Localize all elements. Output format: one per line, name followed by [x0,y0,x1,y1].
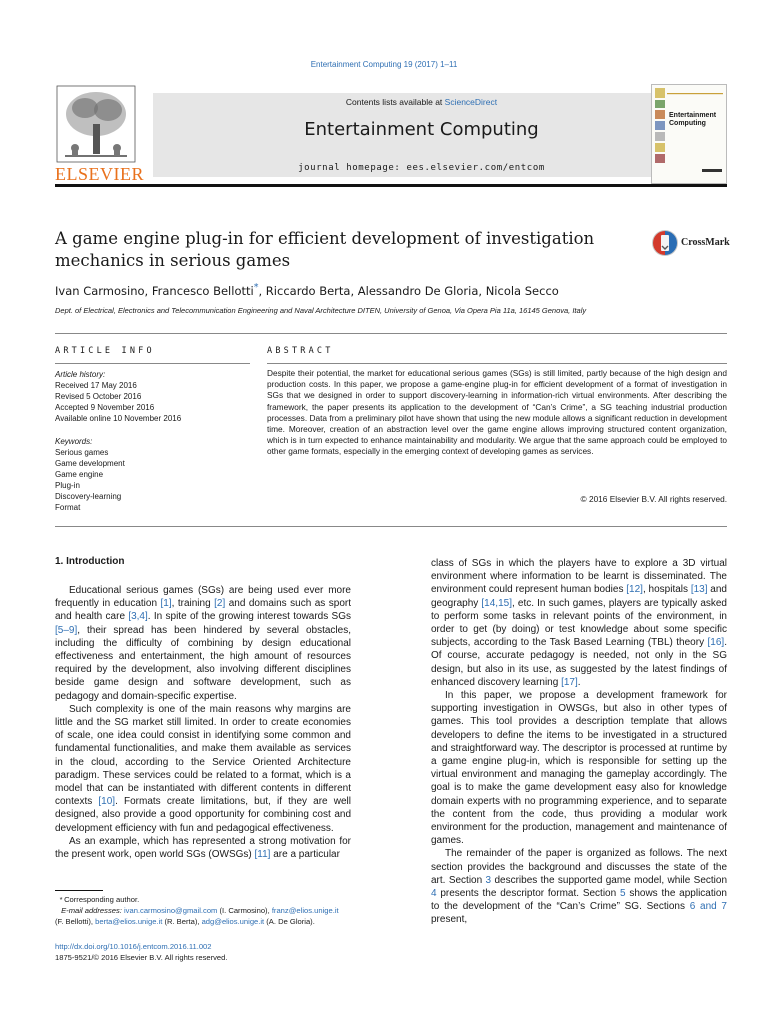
email-link[interactable]: adg@elios.unige.it [201,917,265,926]
section-link[interactable]: 5 [619,888,626,900]
section-link[interactable]: 4 [431,888,437,900]
corresponding-author-mark[interactable]: * [253,282,259,293]
email-addresses-continued: (F. Bellotti), berta@elios.unige.it (R. Berta), adg@elios.unige.it (A. De Gloria). [55,917,315,926]
email-link[interactable]: ivan.carmosino@gmail.com [123,906,218,915]
body-column-left [55,584,351,861]
citation-link[interactable]: [13] [690,584,708,596]
citation-link[interactable]: [17] [561,676,578,688]
keyword: Serious games [55,448,109,457]
keyword: Game engine [55,470,104,479]
history-item: Revised 5 October 2016 [55,392,142,401]
paragraph: Educational serious games (SGs) are being used ever more frequently in education [1], training [2] and domains such as sport and health care [3,4]. In spite of the growing interest towards SGs [5–9], their spread has been hindered by several obstacles, including the difficulty of combining by design educational effectiveness and entertainment, the high amount of resources required by the development, also involving different disciplines beside game design and software development, such as pedagogy and domain-specific expertise. [55,585,352,702]
journal-info-box [153,93,690,177]
body-column-right [431,557,727,927]
crossmark-badge[interactable] [651,228,729,260]
citation-link[interactable]: [11] [254,849,271,861]
elsevier-tree-logo [55,84,144,184]
masthead-rule [55,184,727,187]
history-item: Accepted 9 November 2016 [55,403,155,412]
keyword: Game development [55,459,125,468]
paragraph: In this paper, we propose a development framework for supporting investigation in OWSGs, but also in other types of games. This tool provides a description template that allows developers to define the items to be investigated in a structured and straightforward way. The descriptor is processed at runtime by a game engine plug-in, which is responsible for setting up the virtual environment and managing the gameplay accordingly. The goal is to make the game development easy also for knowledge domain experts with no programming experience, and to separate the content from the code, thus providing a modular work environment for the production, management and maintenance of games. [431,690,727,847]
keyword: Discovery-learning [55,492,122,501]
citation-link[interactable]: [14,15] [481,597,512,609]
section-link[interactable]: 6 and 7 [689,901,727,913]
publisher-name: ELSEVIER [55,164,144,184]
authors-part-1: Ivan Carmosino, Francesco Bellotti [55,283,254,298]
crossmark-icon [651,228,679,258]
divider [55,526,727,527]
keyword: Format [55,503,81,512]
citation-link[interactable]: [3,4] [128,611,148,623]
section-heading-introduction: 1. Introduction [55,556,125,567]
authors-part-2: , Riccardo Berta, Alessandro De Gloria, Nicola Secco [258,283,559,298]
citation-link[interactable]: [2] [214,598,226,610]
author-list [55,282,559,298]
section-link[interactable]: 3 [485,874,492,886]
journal-name: Entertainment Computing [304,119,539,140]
email-addresses: E-mail addresses: ivan.carmosino@gmail.com (I. Carmosino), franz@elios.unige.it [61,906,339,915]
paragraph: As an example, which has represented a strong motivation for the present work, open world SGs (OWSGs) [11] are a particular [55,835,351,861]
paragraph: The remainder of the paper is organized as follows. The next section provides the background and discusses the state of the art. Section 3 describes the supported game model, while Section 4 presents the descriptor format. Section 5 shows the application to the development of the “Can’s Crime” SG. Sections 6 and 7 present, [431,848,728,926]
footnote-rule [55,890,103,891]
history-item: Available online 10 November 2016 [55,414,182,423]
article-info [55,369,255,513]
journal-cover-thumbnail [651,84,727,184]
history-label: Article history: [55,370,106,379]
keywords-label: Keywords: [55,437,93,446]
contents-line [153,97,690,107]
journal-masthead [55,84,727,187]
citation-link[interactable]: [16] [707,637,725,649]
citation-link[interactable]: [1] [160,598,172,610]
divider [55,333,727,334]
affiliation: Dept. of Electrical, Electronics and Telecommunication Engineering and Naval Architecture DITEN, University of Genoa, Via Opera Pia 11a, 16145 Genova, Italy [55,306,587,315]
history-item: Received 17 May 2016 [55,381,137,390]
email-link[interactable]: berta@elios.unige.it [95,917,163,926]
paragraph: class of SGs in which the players have to explore a 3D virtual environment where information to be learnt is disseminated. The environment could represent human bodies [12], hospitals [13] and geography [14,15], etc. In such games, players are typically asked to perform some tasks in relevant points of the environment, in order to get (by doing) or test knowledge about some specific subjects, according to the Task Based Learning (TBL) theory [16]. Of course, accurate pedagogy is needed, not only in the SG design, but also in its use, as suggested by the latest findings of enhanced discovery learning [17]. [431,558,727,688]
citation-link[interactable]: [10] [98,796,116,808]
doi-block [55,941,227,963]
article-info-heading: ARTICLE INFO [55,346,155,356]
contents-prefix: Contents lists available at [345,97,445,107]
corresponding-author-note: * Corresponding author. [59,895,140,904]
issn-line: 1875-9521/© 2016 Elsevier B.V. All rights reserved. [55,953,228,962]
abstract-text: Despite their potential, the market for educational serious games (SGs) is still limited, partly because of the high design and production costs. In this paper, we propose a game-engine plug-in for efficient development of a format of investigation in SGs that we designed in order to support discovery-learning in information-rich virtual environments. After describing the framework, the paper presents its application to the development of “Can’s Crime”, a SG teaching industrial production processes. Data from a preliminary pilot have shown that using the new module allows a significant reduction in development time. Moreover, creation of an abstraction level over the game engine allows improving structured content organization, which is in turn expected to enhance maintainability and modularity. We argue that the same approach could be employed to other game formats, especially in the emerging context of developing games as services. [267,368,727,457]
crossmark-label: CrossMark [681,237,730,248]
keyword: Plug-in [55,481,80,490]
sciencedirect-link[interactable]: ScienceDirect [444,97,498,107]
citation-link[interactable]: [12] [626,584,643,596]
doi-link[interactable]: http://dx.doi.org/10.1016/j.entcom.2016.11.002 [55,942,212,951]
divider [267,363,727,364]
cover-title: Entertainment Computing [669,112,717,127]
journal-homepage[interactable]: journal homepage: ees.elsevier.com/entcom [298,163,545,173]
email-link[interactable]: franz@elios.unige.it [271,906,339,915]
copyright: © 2016 Elsevier B.V. All rights reserved. [580,494,727,504]
paper-title: A game engine plug-in for efficient development of investigation mechanics in serious games [55,229,595,270]
citation-link[interactable]: [5–9] [55,624,78,636]
abstract-heading: ABSTRACT [267,346,334,356]
running-header[interactable]: Entertainment Computing 19 (2017) 1–11 [310,60,458,69]
paragraph: Such complexity is one of the main reasons why margins are little and the SG market still limited. In order to create economies of scale, one idea could consist in identifying some common and fundamental functionalities, and make them available as services in the cloud, according to the Service Oriented Architecture paradigm. These services could be related to a format, which is a model that can be instantiated with different contents in different contexts [10]. Formats create limitations, but, if they are well designed, also provide a good opportunity for combining cost and development efficiency with fun and pedagogical effectiveness. [55,703,351,834]
divider [55,363,250,364]
footnote [55,894,385,927]
